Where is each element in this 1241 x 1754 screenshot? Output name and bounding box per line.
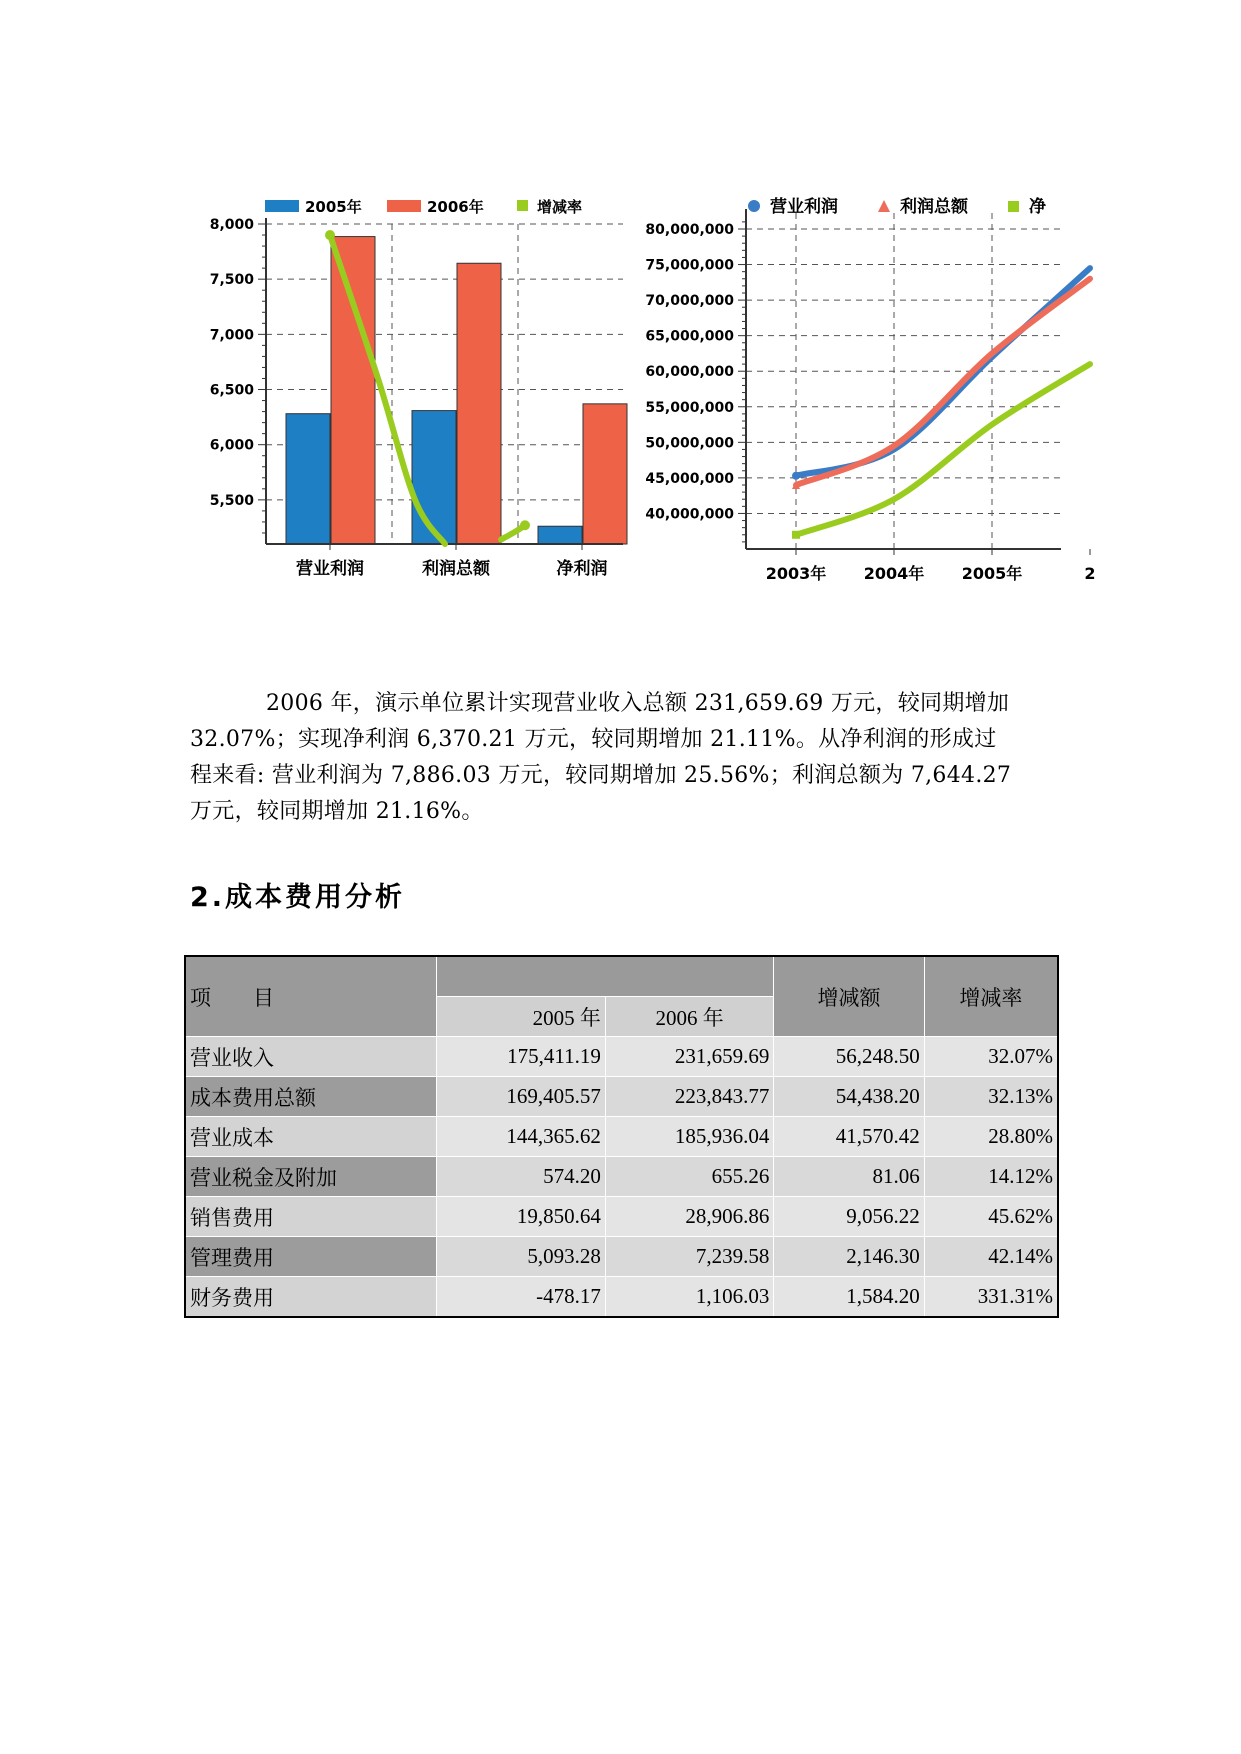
section-title: 2.成本费用分析: [190, 882, 406, 913]
y-tick-label: 5,500: [209, 492, 254, 509]
legend-label: 2006年: [427, 198, 484, 216]
y-tick-label: 7,500: [209, 272, 254, 289]
header-2005: 2005 年: [437, 997, 606, 1037]
paragraph-line: 32.07%；实现净利润 6,370.21 万元，较同期增加 21.11%。从净利润的形成过: [190, 727, 997, 752]
row-rate: 32.13%: [924, 1077, 1058, 1117]
table-row: [185, 1277, 1058, 1318]
row-2006: 655.26: [605, 1157, 774, 1197]
x-tick-label: 2: [1084, 564, 1096, 583]
row-2005: 5,093.28: [437, 1237, 606, 1277]
x-tick-label: 2005年: [961, 564, 1023, 583]
y-tick-label: 70,000,000: [645, 293, 734, 310]
row-rate: 32.07%: [924, 1037, 1058, 1077]
row-2006: 28,906.86: [605, 1197, 774, 1237]
row-name: 营业收入: [185, 1037, 437, 1077]
row-2005: 19,850.64: [437, 1197, 606, 1237]
header-2006: 2006 年: [605, 997, 774, 1037]
row-name: 成本费用总额: [185, 1077, 437, 1117]
row-2006: 7,239.58: [605, 1237, 774, 1277]
bar: [538, 526, 582, 544]
y-tick-label: 50,000,000: [645, 435, 734, 452]
y-tick-label: 6,500: [209, 382, 254, 399]
bar: [331, 237, 375, 544]
legend-label: 2005年: [305, 198, 362, 216]
profit-bar-chart: [183, 192, 623, 584]
row-diff: 2,146.30: [774, 1237, 924, 1277]
table-row: [185, 1157, 1058, 1197]
x-tick-label: 利润总额: [422, 559, 490, 579]
row-name: 营业成本: [185, 1117, 437, 1157]
row-2005: 175,411.19: [437, 1037, 606, 1077]
bar: [457, 263, 501, 544]
row-name: 财务费用: [185, 1277, 437, 1318]
table-row: [185, 1117, 1058, 1157]
bar: [286, 414, 330, 544]
legend-label: 增减率: [537, 198, 583, 216]
header-item: 项 目: [185, 956, 437, 1037]
legend-label: 净: [1029, 197, 1046, 217]
profit-trend-chart: [636, 189, 1096, 587]
row-diff: 81.06: [774, 1157, 924, 1197]
row-2005: 574.20: [437, 1157, 606, 1197]
row-2005: 144,365.62: [437, 1117, 606, 1157]
header-diff: 增减额: [774, 956, 924, 1037]
legend-label: 利润总额: [900, 197, 968, 217]
table-row: [185, 1197, 1058, 1237]
row-diff: 1,584.20: [774, 1277, 924, 1318]
growth-rate-point: [325, 230, 335, 240]
analysis-paragraph: [190, 686, 1062, 830]
y-tick-label: 75,000,000: [645, 257, 734, 274]
row-2006: 231,659.69: [605, 1037, 774, 1077]
cost-analysis-table: [184, 955, 1059, 1318]
table-row: [185, 1037, 1058, 1077]
series-point: [792, 531, 800, 539]
row-rate: 28.80%: [924, 1117, 1058, 1157]
x-tick-label: 净利润: [556, 559, 608, 579]
row-2006: 1,106.03: [605, 1277, 774, 1318]
bar: [583, 404, 627, 544]
y-tick-label: 55,000,000: [645, 399, 734, 416]
x-tick-label: 营业利润: [296, 559, 364, 579]
row-name: 营业税金及附加: [185, 1157, 437, 1197]
row-rate: 14.12%: [924, 1157, 1058, 1197]
row-rate: 42.14%: [924, 1237, 1058, 1277]
bar: [412, 411, 456, 544]
y-tick-label: 45,000,000: [645, 470, 734, 487]
legend-marker: [748, 200, 760, 212]
legend-swatch: [265, 200, 299, 212]
legend-swatch: [517, 200, 528, 211]
y-tick-label: 80,000,000: [645, 222, 734, 238]
y-tick-label: 60,000,000: [645, 364, 734, 381]
row-diff: 56,248.50: [774, 1037, 924, 1077]
legend-swatch: [387, 200, 421, 212]
series-line: [796, 364, 1090, 535]
row-name: 销售费用: [185, 1197, 437, 1237]
row-rate: 331.31%: [924, 1277, 1058, 1318]
row-2006: 223,843.77: [605, 1077, 774, 1117]
row-2005: 169,405.57: [437, 1077, 606, 1117]
row-2006: 185,936.04: [605, 1117, 774, 1157]
y-tick-label: 65,000,000: [645, 328, 734, 345]
paragraph-line: 2006 年，演示单位累计实现营业收入总额 231,659.69 万元，较同期增加: [266, 691, 1010, 716]
row-diff: 41,570.42: [774, 1117, 924, 1157]
paragraph-line: 程来看: 营业利润为 7,886.03 万元，较同期增加 25.56%；利润总额为 7,644.27: [190, 763, 1012, 788]
x-tick-label: 2003年: [765, 564, 827, 583]
series-line: [796, 279, 1090, 485]
series-point: [792, 472, 800, 480]
y-tick-label: 6,000: [209, 437, 254, 454]
table-row: [185, 1077, 1058, 1117]
profit-trend-chart-svg: [636, 189, 1096, 587]
row-diff: 9,056.22: [774, 1197, 924, 1237]
profit-bar-chart-svg: [183, 192, 623, 584]
row-name: 管理费用: [185, 1237, 437, 1277]
row-diff: 54,438.20: [774, 1077, 924, 1117]
y-tick-label: 8,000: [209, 217, 254, 233]
row-rate: 45.62%: [924, 1197, 1058, 1237]
series-line: [796, 268, 1090, 476]
y-tick-label: 40,000,000: [645, 506, 734, 523]
header-year-group: [437, 956, 774, 997]
table-row: [185, 1237, 1058, 1277]
header-rate: 增减率: [924, 956, 1058, 1037]
growth-rate-point: [520, 520, 530, 530]
legend-marker: [1008, 201, 1019, 212]
row-2005: -478.17: [437, 1277, 606, 1318]
y-tick-label: 7,000: [209, 327, 254, 344]
paragraph-line: 万元，较同期增加 21.16%。: [190, 799, 484, 824]
x-tick-label: 2004年: [863, 564, 925, 583]
legend-label: 营业利润: [770, 197, 838, 217]
legend-marker: [878, 200, 890, 212]
